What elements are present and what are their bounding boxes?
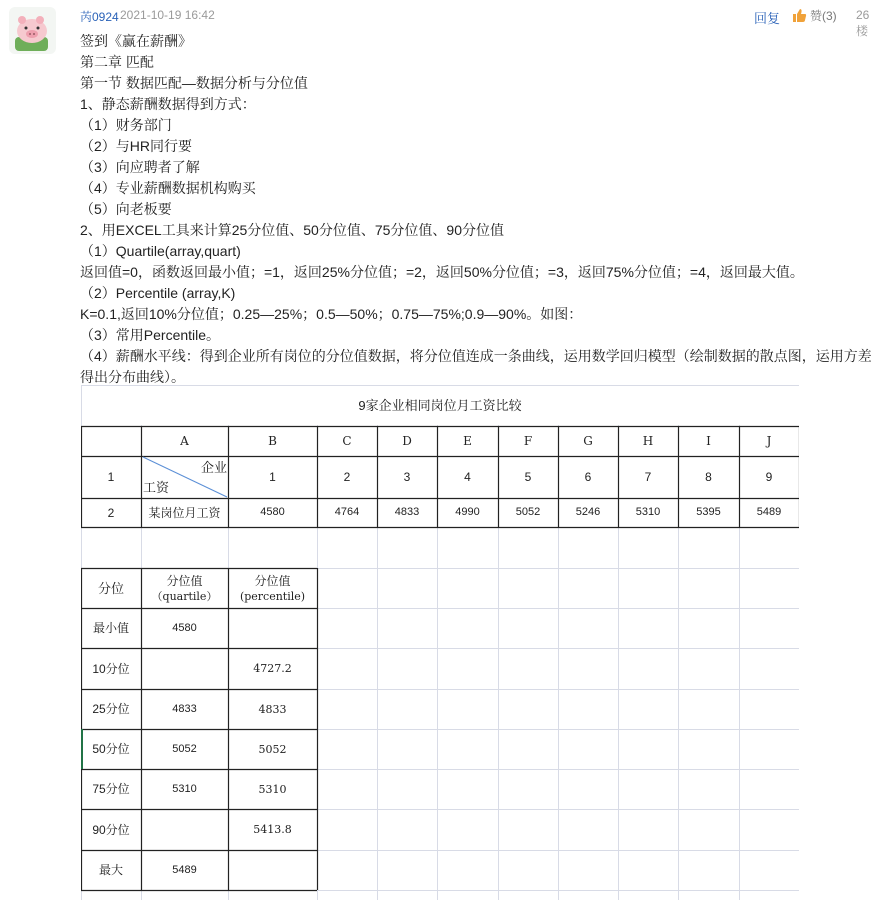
salary-cell: 4764 bbox=[334, 506, 360, 518]
salary-cell: 4833 bbox=[394, 506, 420, 518]
content-line: 2、用EXCEL工具来计算25分位值、50分位值、75分位值、90分位值 bbox=[80, 222, 504, 238]
quartile-value: 5489 bbox=[172, 863, 197, 876]
content-line: （1）财务部门 bbox=[80, 117, 172, 133]
salary-cell: 4580 bbox=[260, 506, 285, 518]
quantile-header: 分位值 bbox=[166, 573, 203, 588]
content-line: （4）专业薪酬数据机构购买 bbox=[80, 180, 256, 196]
quantile-header: 分位 bbox=[97, 580, 124, 596]
company-number-cell: 8 bbox=[705, 470, 712, 484]
quartile-value: 5052 bbox=[172, 742, 197, 755]
quantile-row-label: 25分位 bbox=[92, 702, 130, 716]
column-header: F bbox=[523, 434, 533, 448]
column-header: G bbox=[583, 434, 593, 448]
percentile-value: 4833 bbox=[258, 702, 287, 716]
company-number-cell: 5 bbox=[524, 470, 532, 484]
quartile-value: 4580 bbox=[172, 621, 197, 634]
content-line: （2）与HR同行要 bbox=[80, 138, 193, 154]
diag-label-bottom: 工资 bbox=[143, 479, 170, 495]
quantile-header-sub: （quartile） bbox=[151, 590, 218, 603]
floor-number: 26楼 bbox=[856, 8, 870, 38]
comment-content bbox=[80, 31, 880, 388]
quartile-value bbox=[141, 809, 228, 850]
reply-button[interactable]: 回复 bbox=[754, 11, 781, 26]
quartile-value: 5310 bbox=[172, 782, 197, 795]
quartile-value bbox=[141, 648, 228, 689]
salary-cell: 5310 bbox=[635, 506, 661, 518]
content-line: K=0.1,返回10%分位值；0.25—25%；0.5—50%；0.75—75%;0.9—90%。如图： bbox=[80, 306, 583, 322]
quantile-row-label: 最大 bbox=[98, 863, 123, 877]
salary-cell: 5489 bbox=[756, 506, 782, 518]
salary-cell: 5246 bbox=[575, 506, 601, 518]
quantile-header-sub: (percentile) bbox=[239, 590, 306, 603]
percentile-value: 5413.8 bbox=[253, 823, 292, 836]
percentile-value bbox=[228, 850, 317, 890]
company-number-cell: 2 bbox=[343, 470, 351, 484]
column-header: D bbox=[402, 434, 412, 448]
quantile-header: 分位值 bbox=[254, 573, 291, 588]
row-index: 1 bbox=[107, 470, 115, 484]
like-count-label: 赞(3) bbox=[810, 9, 837, 23]
quantile-row-label: 10分位 bbox=[92, 661, 130, 676]
thumbs-up-icon bbox=[792, 8, 807, 23]
company-number-cell: 7 bbox=[644, 470, 652, 484]
column-header: B bbox=[268, 434, 277, 448]
spreadsheet-image bbox=[81, 385, 799, 900]
like-button[interactable] bbox=[792, 7, 837, 24]
quantile-row-label: 90分位 bbox=[92, 822, 130, 837]
column-header: H bbox=[642, 434, 654, 448]
company-number-cell: 6 bbox=[584, 470, 592, 484]
percentile-value bbox=[228, 608, 317, 648]
content-line: 1、静态薪酬数据得到方式： bbox=[80, 96, 256, 112]
content-line: （1）Quartile(array,quart) bbox=[80, 243, 241, 259]
quantile-row-label: 最小值 bbox=[92, 621, 129, 635]
content-line: （3）向应聘者了解 bbox=[80, 159, 200, 175]
sheet-title: 9家企业相同岗位月工资比较 bbox=[358, 398, 522, 413]
content-line: （5）向老板要 bbox=[80, 201, 172, 217]
column-header: E bbox=[463, 434, 472, 448]
salary-cell: 5052 bbox=[515, 506, 541, 518]
salary-cell: 5395 bbox=[696, 506, 721, 518]
column-header: J bbox=[766, 434, 772, 448]
salary-cell: 4990 bbox=[455, 506, 480, 518]
column-header: I bbox=[706, 434, 711, 448]
column-header: C bbox=[342, 434, 352, 448]
username-link[interactable]: 芮0924 bbox=[80, 10, 119, 24]
content-line: （2）Percentile (array,K) bbox=[80, 285, 236, 301]
content-line: 第二章 匹配 bbox=[80, 54, 154, 70]
company-number-cell: 3 bbox=[403, 470, 411, 484]
comment-timestamp: 2021-10-19 16:42 bbox=[120, 8, 215, 22]
avatar[interactable] bbox=[9, 7, 56, 54]
quantile-row-label: 75分位 bbox=[92, 782, 130, 796]
company-number-cell: 9 bbox=[765, 470, 773, 484]
diag-label-top: 企业 bbox=[200, 459, 227, 475]
percentile-value: 5310 bbox=[258, 782, 287, 796]
content-line: 第一节 数据匹配—数据分析与分位值 bbox=[80, 75, 308, 91]
quantile-row-label: 50分位 bbox=[92, 742, 130, 756]
percentile-value: 5052 bbox=[258, 742, 287, 756]
content-line: （3）常用Percentile。 bbox=[80, 327, 221, 343]
row-index: 2 bbox=[107, 505, 115, 520]
row-label: 某岗位月工资 bbox=[148, 505, 221, 520]
quartile-value: 4833 bbox=[172, 702, 197, 715]
comment-header bbox=[80, 8, 881, 38]
percentile-value: 4727.2 bbox=[253, 662, 292, 675]
content-line: （4）薪酬水平线：得到企业所有岗位的分位值数据，将分位值连成一条曲线，运用数学回归模型（绘制数据的散点图，运用方差得出分布曲线）。 bbox=[80, 348, 872, 385]
column-header: A bbox=[180, 434, 189, 448]
company-number-cell: 4 bbox=[464, 470, 471, 484]
content-line: 返回值=0，函数返回最小值；=1，返回25%分位值；=2，返回50%分位值；=3，返回75%分位值；=4，返回最大值。 bbox=[80, 264, 804, 280]
company-number-cell: 1 bbox=[269, 470, 276, 484]
content-line: 签到《赢在薪酬》 bbox=[80, 33, 192, 49]
pig-avatar-icon bbox=[9, 7, 56, 54]
